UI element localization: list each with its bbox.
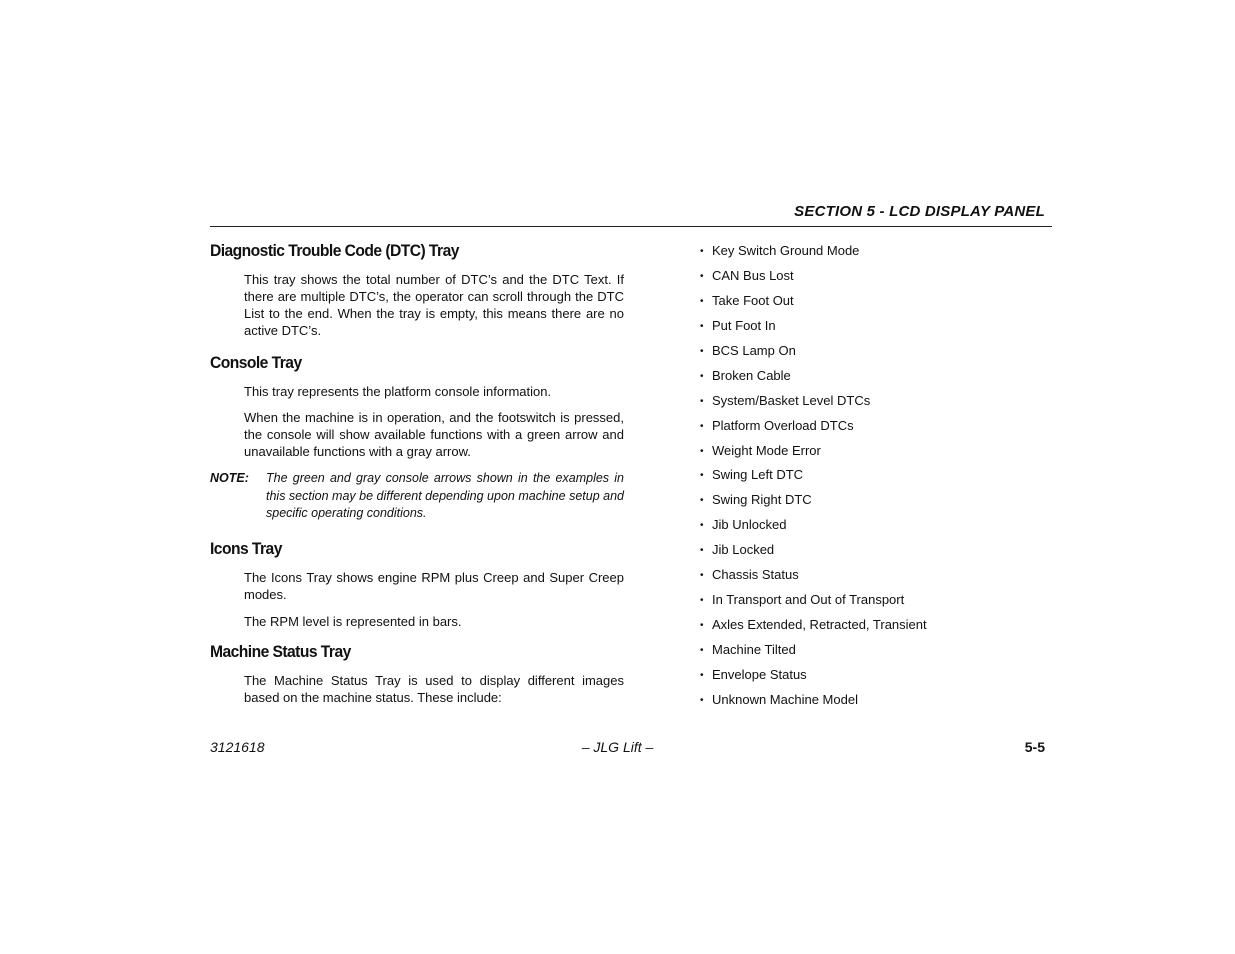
bullet-icon: • [700,645,704,656]
bullet-icon: • [700,420,704,432]
list-item: • Swing Left DTC [700,467,804,483]
list-item: • Take Foot Out [700,292,794,308]
right-column [700,242,1040,716]
dtc-tray-text: This tray shows the total number of DTC’s and the DTC Text. If there are multiple DTC’s, the operator can scroll through the DTC List to the end. When the tray is empty, this means there are no active DTC’s. [244,272,624,338]
bullet-icon: • [700,620,704,632]
footer-publisher: – JLG Lift – [581,739,654,755]
icons-tray-text-2: The RPM level is represented in bars. [244,613,462,629]
list-item: • CAN Bus Lost [700,267,794,283]
machine-status-list [700,242,1040,716]
bullet-icon: • [700,495,704,507]
list-item: • Put Foot In [700,317,776,333]
console-tray-heading: Console Tray [210,353,302,372]
bullet-icon: • [700,270,704,282]
footer-page-number: 5-5 [1024,739,1045,755]
icons-tray-text-1: The Icons Tray shows engine RPM plus Creep and Super Creep modes. [244,569,624,602]
section-header: SECTION 5 - LCD DISPLAY PANEL [794,203,1045,220]
bullet-icon: • [700,370,704,382]
list-item: • Broken Cable [700,367,791,383]
bullet-icon: • [700,595,704,607]
bullet-icon: • [700,470,704,482]
bullet-icon: • [700,570,704,582]
list-item: • Swing Right DTC [700,492,812,508]
bullet-icon: • [700,320,704,332]
note-label: NOTE: [210,471,249,485]
bullet-icon: • [700,345,704,357]
icons-tray-heading: Icons Tray [210,538,282,558]
list-item: • Axles Extended, Retracted, Transient [700,617,927,633]
footer-doc-number: 3121618 [210,739,265,755]
note [210,470,624,523]
header-rule [210,226,1052,227]
bullet-icon: • [700,445,704,457]
console-tray-text-2: When the machine is in operation, and the footswitch is pressed, the console will show available functions with a green arrow and unavailable functions with a gray arrow. [244,410,624,459]
list-item: • BCS Lamp On [700,342,796,358]
bullet-icon: • [700,295,704,307]
console-tray-text-1: This tray represents the platform console information. [244,384,552,399]
bullet-icon: • [700,545,704,557]
list-item: • In Transport and Out of Transport [700,592,905,608]
bullet-icon: • [700,246,704,257]
left-column [210,240,624,706]
list-item: • Jib Unlocked [700,517,787,533]
bullet-icon: • [700,520,704,532]
list-item: • Jib Locked [700,542,775,558]
list-item: • System/Basket Level DTCs [700,392,871,408]
machine-status-tray-text: The Machine Status Tray is used to display different images based on the machine status. These include: [244,672,624,705]
dtc-tray-heading: Diagnostic Trouble Code (DTC) Tray [210,241,459,260]
machine-status-tray-heading: Machine Status Tray [210,641,351,661]
list-item: • Key Switch Ground Mode [700,243,860,258]
list-item: • Machine Tilted [700,642,796,657]
list-item: • Weight Mode Error [700,442,821,458]
list-item: • Chassis Status [700,567,799,583]
list-item: • Platform Overload DTCs [700,417,854,433]
bullet-icon: • [700,669,704,681]
bullet-icon: • [700,395,704,407]
list-item: • Unknown Machine Model [700,691,858,707]
list-item: • Envelope Status [700,666,807,682]
bullet-icon: • [700,694,704,706]
note-text: The green and gray console arrows shown in the examples in this section may be different depending upon machine setup and specific operating conditions. [266,471,624,520]
